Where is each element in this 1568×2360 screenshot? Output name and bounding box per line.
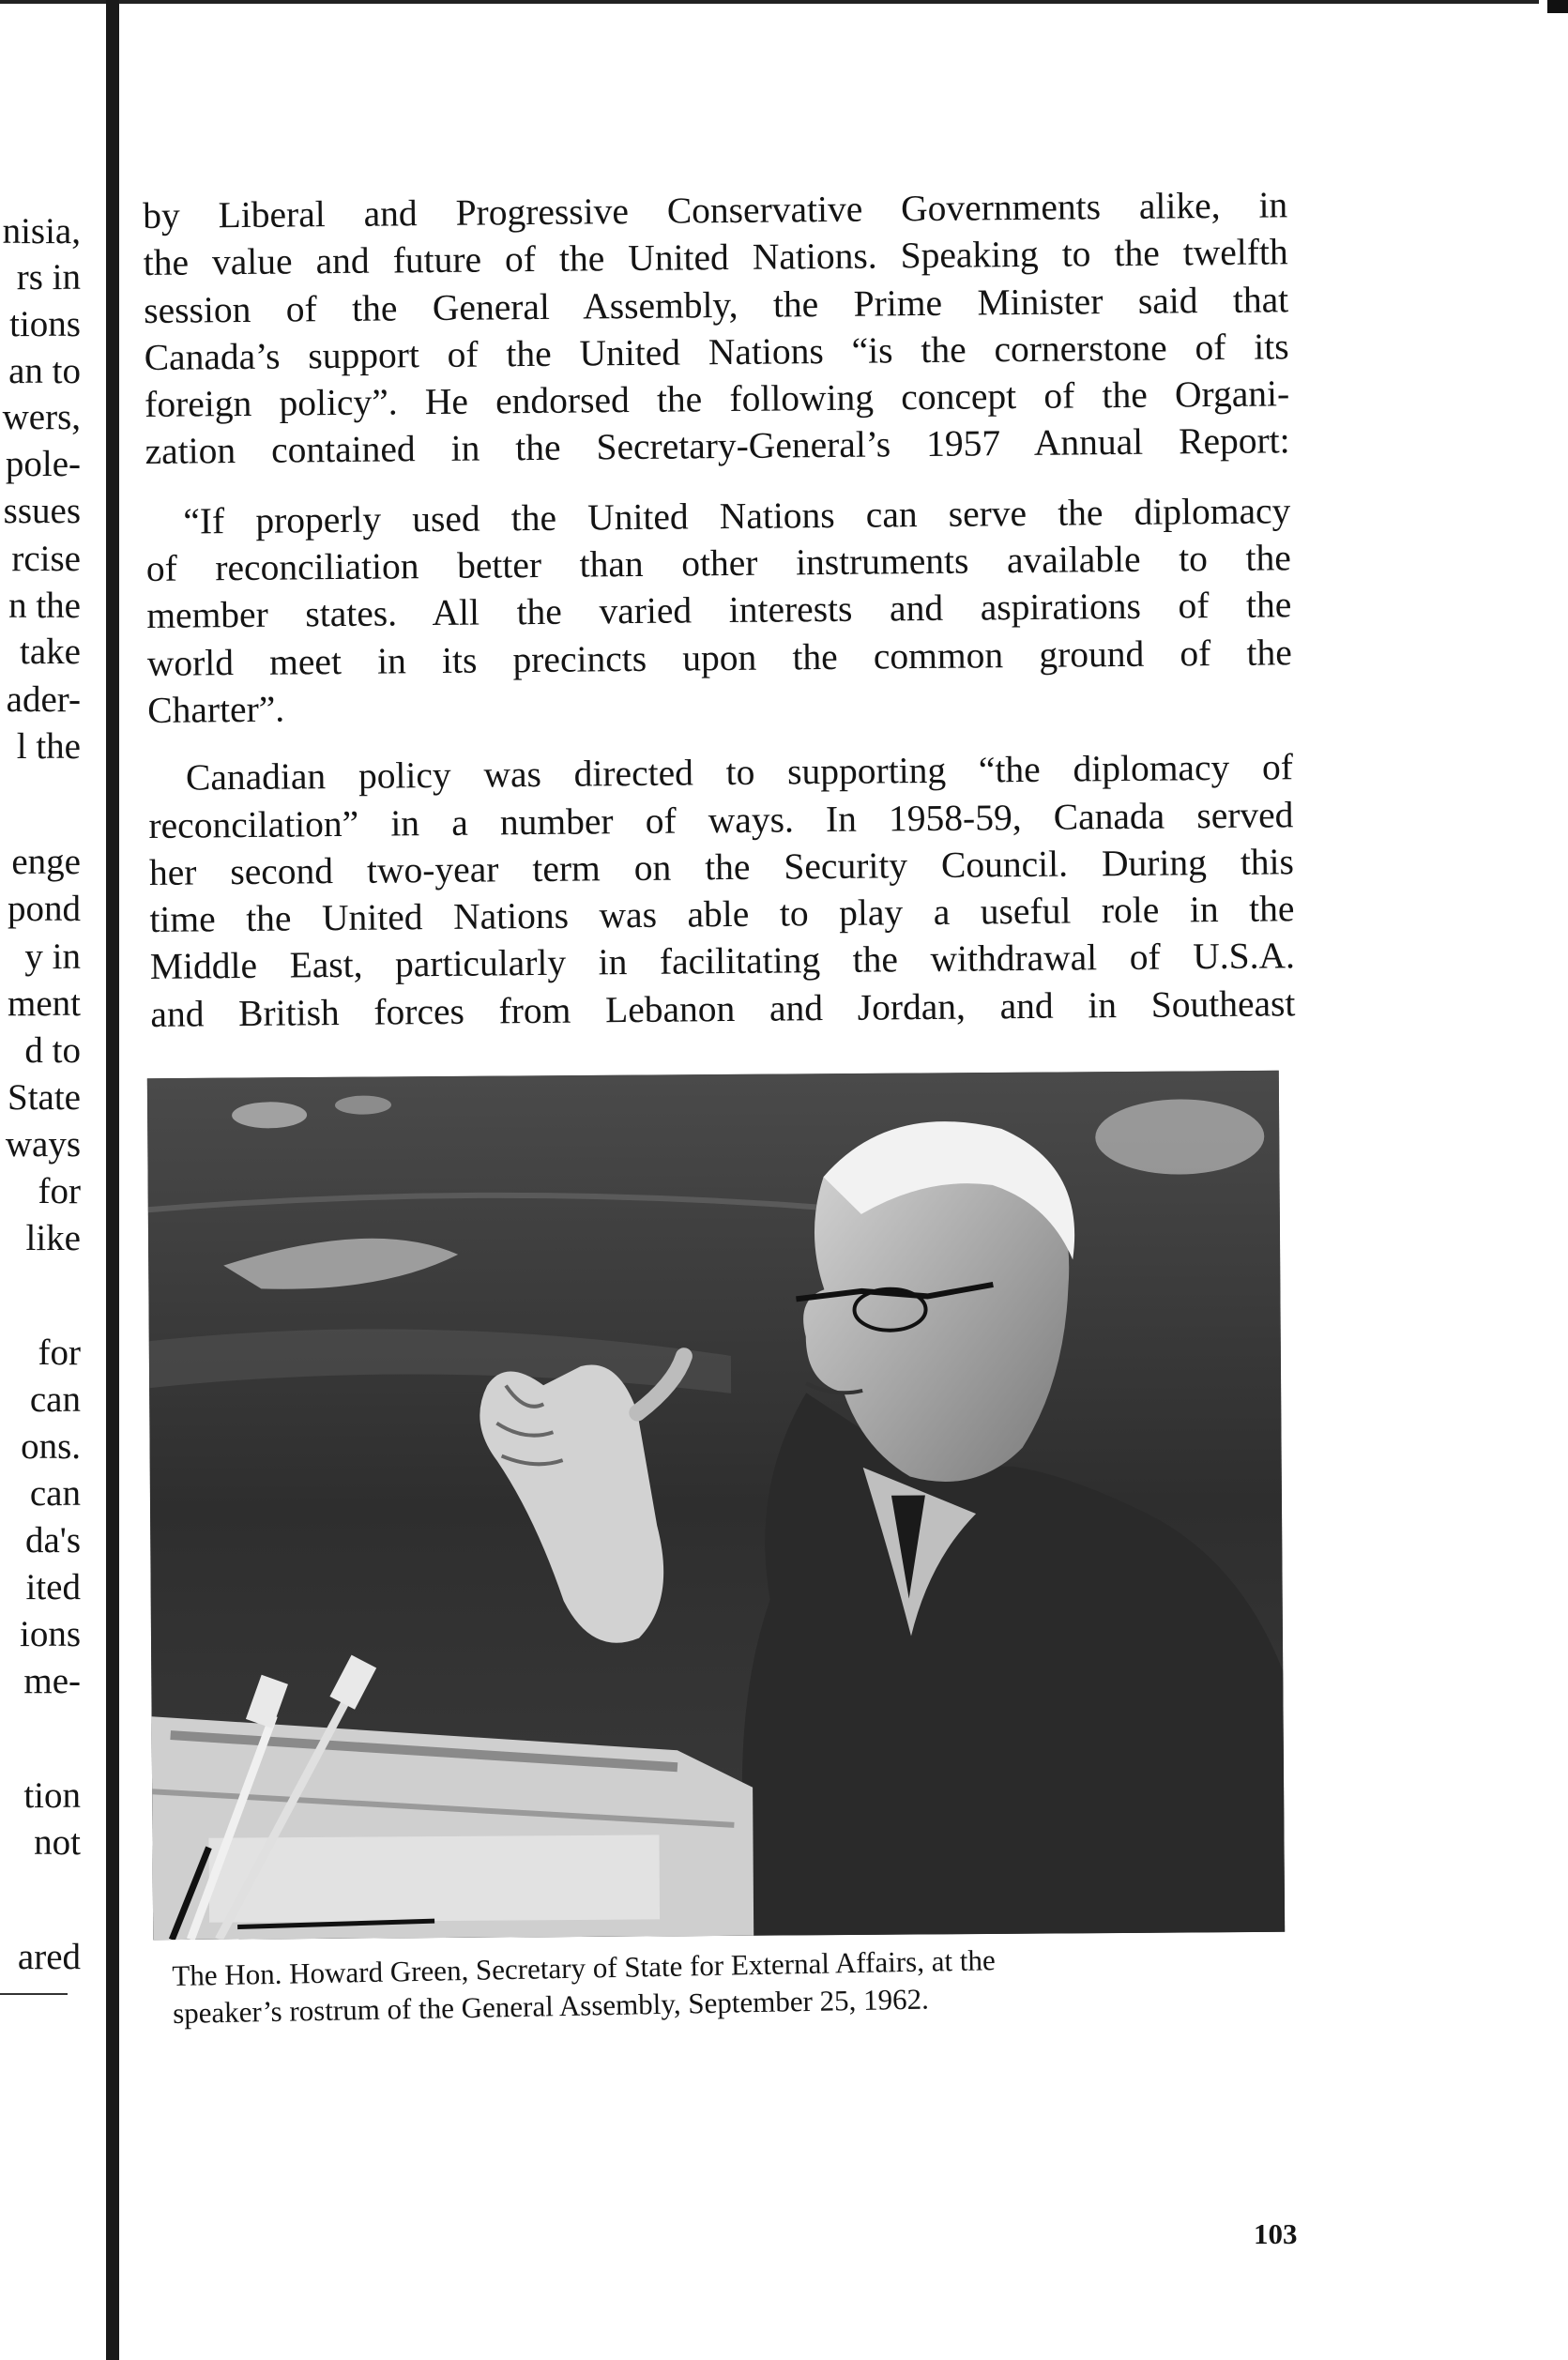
corner-mark [1547,0,1568,13]
left-fragment: d to [24,1030,81,1071]
left-fragment: ared [17,1937,81,1977]
left-fragment: pond [8,889,81,929]
caption-line: speaker’s rostrum of the General Assembly, September 25, 1962. [172,1982,930,2030]
left-fragment: rcise [11,539,81,579]
left-fragment: ways [5,1124,81,1165]
text-line: session of the General Assembly, the Prime Minister said that [143,278,1289,331]
left-fragment: rs in [16,257,81,297]
left-fragment: ions [19,1614,81,1654]
text-line: time the United Nations was able to play a useful role in the [149,888,1295,941]
left-fragment: can [29,1473,81,1514]
left-fragment: tion [23,1775,81,1816]
caption-line: The Hon. Howard Green, Secretary of State for External Affairs, at the [172,1943,996,1992]
page-number: 103 [1254,2217,1298,2250]
previous-page-fragment [0,0,101,2360]
text-line: of reconciliation better than other instruments available to the [145,537,1292,590]
text-line: Canadian policy was directed to supporting “the diplomacy of [185,746,1294,799]
text-line: and British forces from Lebanon and Jordan, and in Southeast [150,982,1296,1035]
text-line: world meet in its precincts upon the common ground of the [146,631,1292,684]
left-fragment: ment [8,983,81,1024]
left-fragment: wers, [2,397,81,437]
left-fragment: an to [8,351,81,391]
left-fragment: y in [24,936,81,977]
left-fragment: enge [11,842,81,882]
text-line: the value and future of the United Nations. Speaking to the twelfth [143,231,1288,284]
left-fragment: State [8,1077,81,1118]
left-fragment: ons. [21,1426,81,1467]
left-fragment: n the [8,586,81,626]
left-fragment: ited [25,1567,81,1607]
top-rule [0,0,1539,4]
left-fragment: can [29,1379,81,1420]
speaker-photograph-art [147,1071,1285,1940]
text-line: foreign policy”. He endorsed the following concept of the Organi- [144,373,1290,426]
left-fragment: ssues [3,491,81,531]
text-line: zation contained in the Secretary-General’s 1957 Annual Report: [145,419,1290,473]
text-line: “If properly used the United Nations can serve the diplomacy [183,490,1291,542]
text-line: Charter”. [147,688,285,731]
left-fragment: take [20,632,81,672]
left-fragment: l the [16,726,81,767]
speaker-photograph [147,1071,1285,1940]
main-text-column [143,181,1296,1038]
text-line: reconcilation” in a number of ways. In 1958-59, Canada served [148,793,1294,846]
left-fragment: me- [23,1661,81,1701]
text-line: member states. All the varied interests and aspirations of the [146,584,1292,637]
paragraph-intro [143,181,1290,475]
left-fragment: ader- [6,679,81,720]
left-fragment: da's [24,1520,81,1561]
left-fragment: not [34,1822,81,1863]
left-fragment: for [38,1332,81,1373]
left-fragment: for [38,1171,81,1211]
text-line: Canada’s support of the United Nations “is the cornerstone of its [144,326,1289,378]
photo-caption [172,1936,1299,2033]
left-fragment: pole- [5,444,81,484]
text-line: by Liberal and Progressive Conservative Governments alike, in [143,184,1288,236]
block-quote [145,487,1292,734]
left-fragment: nisia, [2,211,81,251]
text-line: her second two-year term on the Security Council. During this [148,841,1295,893]
left-fragment: tions [9,304,81,344]
paragraph-policy [148,744,1296,1038]
binding-gutter [106,0,119,2360]
text-line: Middle East, particularly in facilitating the withdrawal of U.S.A. [149,935,1296,988]
left-fragment: like [25,1218,81,1258]
left-footnote-rule [0,1993,68,1995]
